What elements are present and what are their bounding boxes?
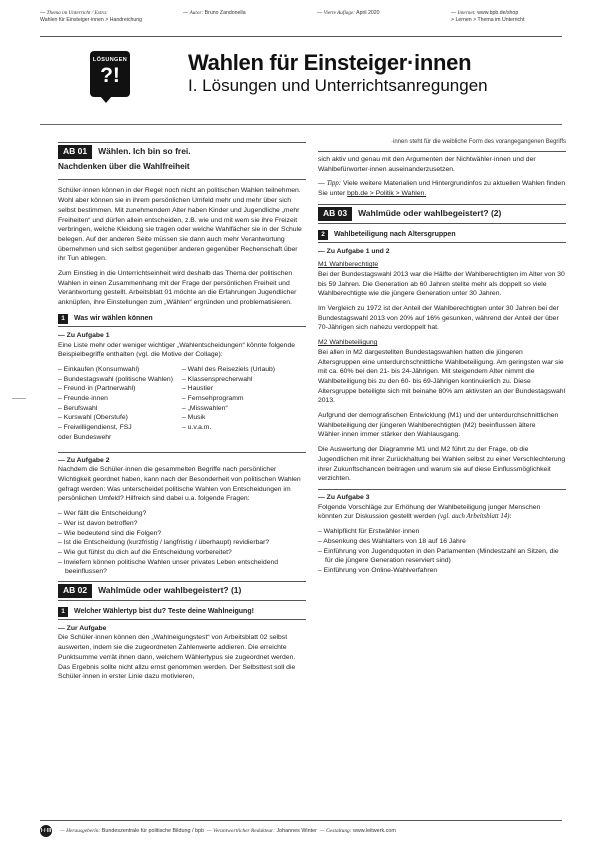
footer-credits: — Herausgeberin: Bundeszentrale für politische Bildung / bpb — Verantwortlicher Redakteur: Johannes Winter — Gestaltung: www.leitwerk.com — [60, 828, 396, 834]
ab01-tag: AB 01 — [58, 145, 92, 159]
loesungen-badge: LÖSUNGEN ?! — [90, 51, 130, 97]
fragen-list: – Wer fällt die Entscheidung? – Wer ist davon betroffen? – Wie bedeutend sind die Folgen? – Ist die Entscheidung (kurzfristig / langfristig / überhaupt) revidierbar? – Wie gut fühlst du dich auf die Entscheidung vorbereitet? – Inwiefern können politische Wahlen unser privates Leben entscheidend beeinflussen? — [58, 510, 279, 576]
aufgabe-1-text: Eine Liste mehr oder weniger wichtiger „Wahlentscheidungen“ könnte folgende Beispielbegriffe enthalten (vgl. die Motive der Collage): — [58, 341, 296, 359]
right-paragraph-1: sich aktiv und genau mit den Argumenten der Nichtwähler·innen und der Wahlbefürworter·innen auseinanderzusetzen. — [318, 156, 536, 173]
page-number: I·/·III — [40, 825, 52, 837]
tip-text: — Tipp: Viele weitere Materialien und Hintergrundinfos zu aktuellen Wahlen finden Sie unter bpb.de > Politik > Wahlen. — [318, 180, 566, 198]
header-author: — Autor: Bruno Zandonella — [183, 10, 246, 16]
left-column — [58, 138, 306, 687]
aufgabe-1-heading: — Zu Aufgabe 1 — [58, 331, 110, 339]
m2-text: Bei allen in M2 dargestellten Bundestagswahlen hatten die jüngeren Altersgruppen eine unterdurchschnittliche Wahlbeteiligung. Am geringsten war sie mit ca. 60% bei den 21- bis 24-Jährigen. Mit steigendem Alter nimmt die Wahlbeteiligung bis zu den 60- bis 69-Jährigen kontinuierlich zu. Diese Altersgruppe beteiligte sich mit beinahe 80% am aktivsten an der Bundestagswahl 2013. — [318, 348, 566, 405]
aufgabe-2-heading: — Zu Aufgabe 2 — [58, 456, 110, 464]
header-internet: — Internet: www.bpb.de/shop > Lernen > Thema im Unterricht — [451, 10, 525, 23]
page-title: Wahlen für Einsteiger·innen — [188, 50, 472, 75]
footer — [40, 825, 396, 837]
right-paragraph-2: Im Vergleich zu 1972 ist der Anteil der Wahlberechtigten unter 30 Jahren bei der Bundestagswahl 2013 von 20% auf 16% gesunken, während der Anteil der über 70-Jährigen sich nahezu verdoppelt hat. — [318, 305, 559, 332]
shop-link[interactable]: www.bpb.de/shop — [477, 10, 519, 16]
ab02-title: Wahlmüde oder wahlbegeistert? (1) — [98, 585, 242, 596]
section-was-wir-waehlen: 1 Was wir wählen können — [58, 314, 306, 327]
wahl-beispiele-list — [58, 365, 306, 447]
header-series: — Thema im Unterricht / Extra: Wahlen für Einsteiger·innen > Handreichung — [40, 10, 143, 23]
ab01-heading — [58, 142, 306, 180]
section-waehlertyp: 1 Welcher Wählertyp bist du? Teste deine Wahlneigung! — [58, 607, 306, 620]
ab01-paragraph-1: Schüler·innen können in der Regel noch nicht an politischen Wahlen teilnehmen. Wohl aber können sie in ihrem persönlichen Umfeld mehr und mehr über sich selbst bestimmen. Mit zunehmendem Alter haben Kinder und Jugendliche „mehr Freiheiten“ und dürfen allein entscheiden, z.B. wie und mit wem sie ihre Freizeit verbringen, welche Kleidung sie tragen oder welche Wahlfächer sie in der Schule belegen. Auf der anderen Seite müssen sie dann auch mehr Verantwortung übernehmen und sich selbst gegenüber anderen gegenüber Rechenschaft über ihr Tun ablegen. — [58, 187, 302, 263]
header-divider — [40, 36, 562, 37]
beispiele-list-a: – Einkaufen (Konsumwahl) – Bundestagswahl (politische Wahlen) – Freund·in (Partnerwahl) – Freunde·innen – Berufswahl – Kurswahl (Oberstufe) – Freiwilligendienst, FSJ oder Bundeswehr — [58, 365, 173, 441]
divider — [318, 151, 566, 152]
right-paragraph-4: Die Auswertung der Diagramme M1 und M2 führt zu der Frage, ob die Jugendlichen mit ihrer Zurückhaltung bei Wahlen selbst zu einer Verschlechterung ihrer Zukunftschancen beitragen und warum sie auf diese Einflussmöglichkeit verzichten. — [318, 446, 566, 483]
title-divider — [40, 124, 562, 125]
lernen-link[interactable]: > Lernen > Thema im Unterricht — [451, 17, 525, 23]
ab01-subtitle: Nachdenken über die Wahlfreiheit — [58, 161, 190, 171]
margin-mark — [12, 398, 26, 399]
aufgabe-2-text: Nachdem die Schüler·innen die gesammelten Begriffe nach persönlicher Wichtigkeit geordnet haben, kann nach der Besonderheit von politischen Wahlen gefragt werden: Was unterscheidet politische Wahlen von Entscheidungen im persönlichen Umfeld? Hilfreich sind dabei u.a. folgende Fragen: — [58, 466, 301, 503]
header — [40, 10, 562, 34]
zur-aufgabe-heading: — Zur Aufgabe — [58, 624, 107, 632]
aufgabe-3-heading: — Zu Aufgabe 3 — [318, 493, 370, 501]
beispiele-list-b: – Wahl des Reiseziels (Urlaub) – Klassensprecherwahl – Haustier – Fernsehprogramm – „Misswahlen“ – Musik – u.v.a.m. — [182, 365, 276, 432]
section-wahlbeteiligung: 2 Wahlbeteiligung nach Altersgruppen — [318, 230, 566, 243]
ab01-paragraph-2: Zum Einstieg in die Unterrichtseinheit wird deshalb das Thema der politischen Wahlen in einen Zusammenhang mit der Frage der persönlichen Freiheit und Verantwortung gestellt. Arbeitsblatt 01 möchte an die Erfahrungen Jugendlicher anknüpfen, ihre Einstellungen zum „Wählen“ ergründen und problematisieren. — [58, 270, 297, 307]
ab01-title: Wählen. Ich bin so frei. — [98, 146, 191, 156]
m1-heading: M1 Wahlberechtigte — [318, 261, 379, 269]
question-exclamation-icon: ?! — [100, 64, 120, 87]
right-column — [318, 138, 566, 580]
divider — [318, 489, 566, 490]
vorschlaege-list: – Wahlpflicht für Erstwähler·innen – Absenkung des Wahlalters von 18 auf 16 Jahre – Einführung von Jugendquoten in den Parlamenten (Mindestzahl an Sitzen, die für die jüngere Generation reserviert sind) – Einführung von Online-Wahlverfahren — [318, 528, 559, 574]
footer-divider — [40, 820, 562, 821]
page-subtitle: I. Lösungen und Unterrichtsanregungen — [188, 76, 488, 95]
ab03-title: Wahlmüde oder wahlbegeistert? (2) — [358, 207, 502, 218]
ab02-tag: AB 02 — [58, 584, 92, 598]
leitwerk-link[interactable]: www.leitwerk.com — [353, 828, 396, 834]
aufgabe-1-2-heading: — Zu Aufgabe 1 und 2 — [318, 247, 390, 255]
right-paragraph-3: Aufgrund der demografischen Entwicklung (M1) und der unterdurchschnittlichen Wahlbeteiligung der jüngeren Wahlberechtigten (M2) beeinflussen ältere Wähler·innen immer stärker den Wahlausgang. — [318, 412, 559, 439]
divider — [58, 452, 306, 453]
ab02-heading — [58, 581, 306, 601]
ab03-heading — [318, 204, 566, 224]
ab03-tag: AB 03 — [318, 207, 352, 221]
m1-text: Bei der Bundestagswahl 2013 war die Hälfte der Wahlberechtigten im Alter von 30 bis 59 Jahren. Die Generation ab 60 Jahren stellte mehr als doppelt so viele Wahlberechtigte wie die jüngere Generation unter 30 Jahren. — [318, 270, 565, 298]
aufgabe-3-text: Folgende Vorschläge zur Erhöhung der Wahlbeteiligung junger Menschen könnten zur Diskussion gestellt werden (vgl. auch Arbeitsblatt 14): — [318, 503, 541, 521]
gender-note: ·innen steht für die weibliche Form des vorangegangenen Begriffs — [391, 139, 566, 145]
zur-aufgabe-text: Die Schüler·innen können den „Wahlneigungstest“ von Arbeitsblatt 02 selbst auswerten, indem sie die zugeordneten Zahlenwerte addieren. Die erreichte Punktsumme verrät ihnen dann, welchem Wählertypus sie zugeordnet werden. Das Ergebnis sollte nicht allzu ernst genommen werden. Der Selbsttest soll die Schüler·innen in erster Linie dazu motivieren, — [58, 634, 296, 681]
header-edition: — Vierte Auflage: April 2020 — [317, 10, 380, 16]
bpb-wahlen-link[interactable]: bpb.de > Politik > Wahlen. — [347, 190, 427, 198]
m2-heading: M2 Wahlbeteiligung — [318, 339, 378, 347]
